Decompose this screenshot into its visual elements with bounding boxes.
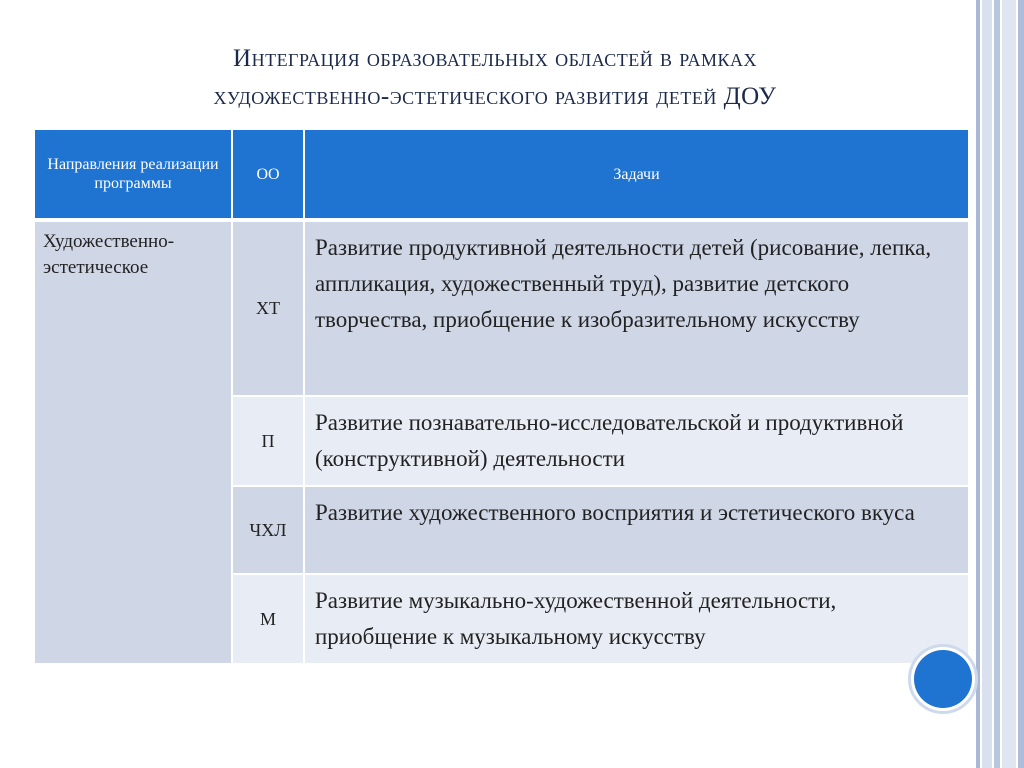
table-header-row [34,129,969,220]
oo-cell: М [232,574,304,664]
table-row [34,220,969,396]
integration-table [33,128,970,665]
task-cell: Развитие художественного восприятия и эстетического вкуса [304,486,969,574]
header-oo: ОО [232,129,304,220]
header-directions: Направления реализации программы [34,129,232,220]
task-cell: Развитие познавательно-исследовательской и продуктивной (конструктивной) деятельности [304,396,969,486]
stripe [976,0,980,768]
decorative-stripes [976,0,1024,768]
oo-cell: ЧХЛ [232,486,304,574]
oo-cell: П [232,396,304,486]
stripe [982,0,992,768]
task-cell: Развитие музыкально-художественной деятельности, приобщение к музыкальному искусству [304,574,969,664]
task-cell: Развитие продуктивной деятельности детей (рисование, лепка, аппликация, художественный труд), развитие детского творчества, приобщение к изобразительному искусству [304,220,969,396]
direction-cell: Художественно-эстетическое [34,220,232,664]
oo-cell: ХТ [232,220,304,396]
slide-title [40,40,950,116]
title-line-1: Интеграция образовательных областей в рамках [233,45,757,72]
stripe [1018,0,1024,768]
decorative-circle [914,650,972,708]
header-tasks: Задачи [304,129,969,220]
stripe [994,0,1000,768]
title-line-2: художественно-эстетического развития детей ДОУ [213,83,777,110]
stripe [1002,0,1016,768]
